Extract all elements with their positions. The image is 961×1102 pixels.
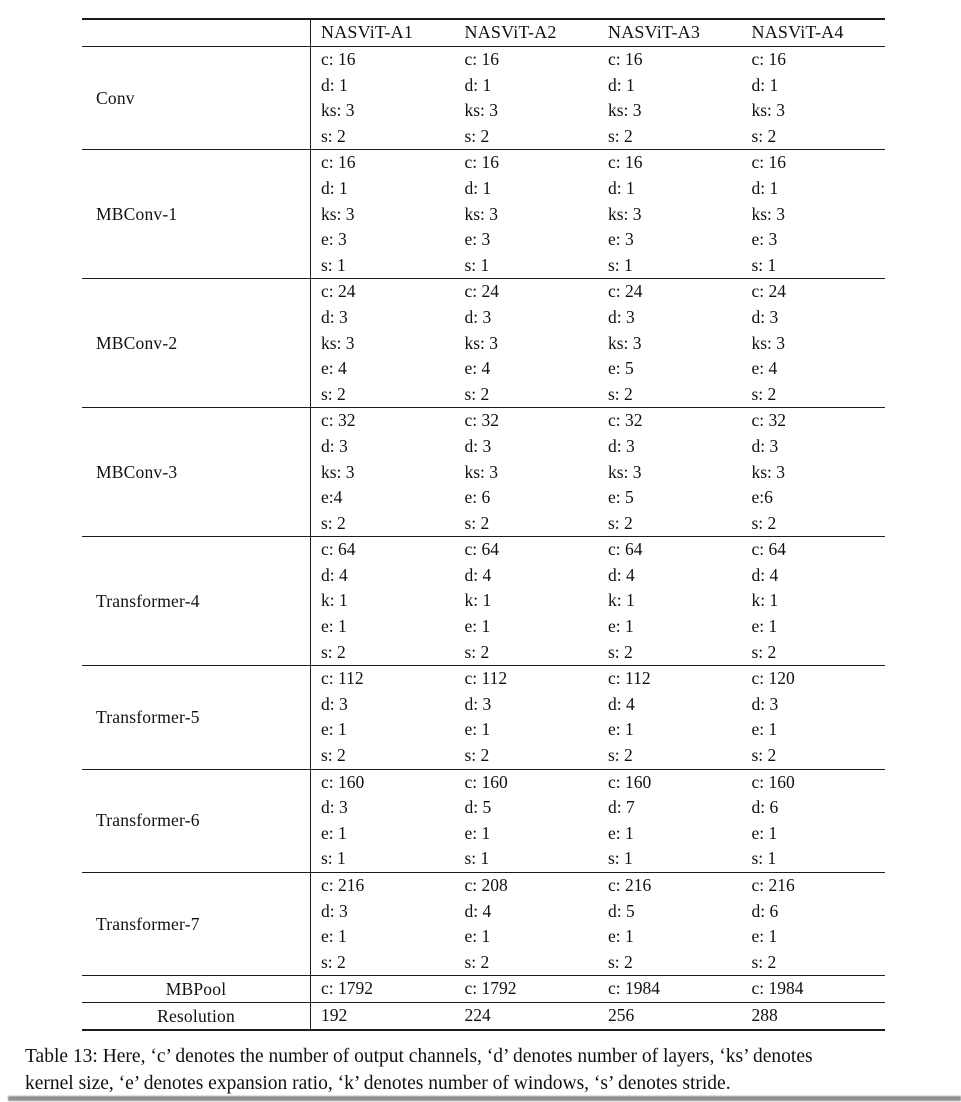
- table-cell: [311, 537, 455, 665]
- cell-line: d: 1: [464, 74, 492, 95]
- table-cell: [742, 150, 886, 278]
- cell-line: d: 3: [464, 306, 492, 327]
- cell-line: c: 160: [464, 771, 508, 792]
- column-header: NASViT-A3: [608, 22, 701, 42]
- cell-line: d: 1: [608, 74, 635, 95]
- column-header: NASViT-A1: [321, 22, 414, 42]
- cell-line: c: 1792: [464, 978, 517, 999]
- cell-line: c: 208: [464, 875, 508, 895]
- row-label: MBConv-1: [82, 150, 311, 278]
- cell-line: d: 4: [464, 900, 492, 921]
- table-cell: [598, 537, 742, 665]
- table-cell: [742, 279, 886, 407]
- cell-line: k: 1: [751, 590, 779, 611]
- cell-line: e:6: [751, 487, 773, 508]
- cell-line: c: 16: [321, 152, 356, 173]
- table-cell: [455, 279, 599, 407]
- cell-line: e: 3: [608, 229, 634, 250]
- cell-line: c: 112: [321, 668, 364, 689]
- cell-line: s: 2: [464, 512, 490, 533]
- cell-line: s: 2: [321, 745, 346, 766]
- cell-line: s: 2: [608, 383, 633, 404]
- cell-line: d: 3: [464, 435, 492, 456]
- cell-line: d: 5: [608, 900, 635, 921]
- cell-line: c: 64: [751, 539, 787, 560]
- cell-line: e: 1: [321, 822, 347, 843]
- table-cell: [455, 150, 599, 278]
- cell-line: k: 1: [464, 590, 492, 611]
- cell-line: s: 2: [321, 951, 346, 972]
- row-label: Transformer-6: [82, 770, 311, 872]
- cell-line: c: 32: [321, 410, 356, 431]
- cell-line: c: 24: [321, 281, 356, 302]
- cell-line: e: 1: [464, 616, 491, 637]
- scan-edge-artifact: [8, 1096, 961, 1101]
- table-cell: [455, 47, 599, 149]
- cell-line: ks: 3: [751, 203, 786, 224]
- table-cell: [598, 150, 742, 278]
- cell-line: c: 16: [608, 152, 643, 173]
- cell-line: e: 3: [751, 229, 778, 250]
- cell-line: s: 1: [751, 254, 777, 275]
- row-cells: [311, 1003, 885, 1029]
- table-cell: [598, 279, 742, 407]
- table-cell: [742, 408, 886, 536]
- row-label: Transformer-5: [82, 666, 311, 768]
- row-label: MBConv-3: [82, 408, 311, 536]
- table-row: [82, 278, 885, 407]
- cell-line: s: 1: [608, 254, 633, 275]
- cell-line: s: 2: [464, 745, 490, 766]
- cell-line: d: 1: [751, 177, 779, 198]
- cell-line: c: 16: [464, 152, 500, 173]
- table-cell: [455, 408, 599, 536]
- cell-line: s: 2: [321, 512, 346, 533]
- table-cell: [598, 408, 742, 536]
- cell-line: c: 1792: [321, 978, 374, 999]
- cell-line: d: 4: [464, 564, 492, 585]
- cell-line: e: 3: [321, 229, 347, 250]
- cell-line: c: 32: [464, 410, 500, 431]
- row-cells: [311, 47, 885, 149]
- row-cells: [311, 537, 885, 665]
- cell-line: ks: 3: [751, 332, 786, 353]
- cell-line: c: 64: [608, 539, 643, 560]
- cell-line: e: 1: [751, 616, 778, 637]
- row-label: MBConv-2: [82, 279, 311, 407]
- cell-line: c: 16: [751, 152, 787, 173]
- cell-line: d: 1: [751, 74, 779, 95]
- table-row: [82, 665, 885, 768]
- cell-line: e: 1: [751, 719, 778, 740]
- cell-line: d: 3: [608, 306, 635, 327]
- cell-line: s: 1: [321, 254, 346, 275]
- table-row: [82, 407, 885, 536]
- cell-line: s: 2: [751, 745, 777, 766]
- cell-line: c: 24: [751, 281, 787, 302]
- cell-line: ks: 3: [608, 332, 642, 353]
- cell-line: e: 5: [608, 358, 634, 379]
- cell-line: s: 2: [464, 641, 490, 662]
- row-cells: [311, 408, 885, 536]
- cell-line: d: 4: [321, 564, 348, 585]
- table-cell: [742, 976, 886, 1002]
- row-cells: [311, 279, 885, 407]
- table-caption: [25, 1044, 950, 1097]
- cell-line: s: 2: [608, 951, 633, 972]
- cell-line: c: 16: [464, 49, 500, 69]
- table-cell: [742, 47, 886, 149]
- cell-line: d: 5: [464, 797, 492, 818]
- cell-line: d: 6: [751, 797, 779, 818]
- cell-line: s: 1: [464, 254, 490, 275]
- cell-line: e: 1: [321, 616, 347, 637]
- table-row: [82, 536, 885, 665]
- cell-line: d: 1: [321, 74, 348, 95]
- cell-line: s: 2: [751, 951, 777, 972]
- table-cell: [742, 666, 886, 768]
- cell-line: s: 2: [321, 125, 346, 146]
- cell-line: s: 2: [321, 641, 346, 662]
- cell-line: c: 160: [751, 771, 795, 792]
- cell-line: c: 120: [751, 668, 795, 689]
- row-label: Conv: [82, 47, 311, 149]
- table-cell: [455, 666, 599, 768]
- table-cell: [742, 873, 886, 975]
- table-cell: [742, 537, 886, 665]
- table-row: [82, 769, 885, 872]
- cell-line: c: 16: [321, 49, 356, 69]
- cell-line: 192: [321, 1005, 348, 1026]
- cell-line: e: 4: [321, 358, 347, 379]
- cell-line: e: 3: [464, 229, 491, 250]
- cell-line: s: 2: [608, 512, 633, 533]
- cell-line: d: 3: [321, 693, 348, 714]
- cell-line: c: 32: [608, 410, 643, 431]
- table-cell: [598, 873, 742, 975]
- cell-line: e: 6: [464, 487, 491, 508]
- cell-line: ks: 3: [464, 332, 499, 353]
- cell-line: s: 2: [751, 512, 777, 533]
- cell-line: ks: 3: [321, 100, 355, 121]
- cell-line: e: 4: [751, 358, 778, 379]
- row-cells: [311, 150, 885, 278]
- table-cell: [598, 1003, 742, 1029]
- cell-line: 256: [608, 1005, 635, 1026]
- cell-line: d: 3: [464, 693, 492, 714]
- cell-line: ks: 3: [608, 461, 642, 482]
- cell-line: c: 16: [608, 49, 643, 69]
- cell-line: c: 1984: [751, 978, 804, 999]
- cell-line: c: 64: [464, 539, 500, 560]
- cell-line: e: 5: [608, 487, 634, 508]
- table-cell: [311, 279, 455, 407]
- cell-line: ks: 3: [321, 332, 355, 353]
- cell-line: ks: 3: [464, 100, 499, 121]
- table-cell: [598, 976, 742, 1002]
- cell-line: d: 3: [751, 435, 779, 456]
- row-cells: [311, 976, 885, 1002]
- cell-line: d: 3: [321, 797, 348, 818]
- cell-line: e: 1: [608, 822, 634, 843]
- cell-line: d: 3: [321, 306, 348, 327]
- caption-line-2: kernel size, ‘e’ denotes expansion ratio, ‘k’ denotes number of windows, ‘s’ denotes stride.: [25, 1072, 731, 1094]
- table-cell: [311, 150, 455, 278]
- cell-line: s: 2: [751, 125, 777, 146]
- cell-line: d: 1: [321, 177, 348, 198]
- table-cell: [742, 770, 886, 872]
- row-cells: [311, 770, 885, 872]
- caption-line-1: Table 13: Here, ‘c’ denotes the number of output channels, ‘d’ denotes number of layers, ‘ks’ denotes: [25, 1046, 813, 1067]
- table-cell: [455, 873, 599, 975]
- architecture-table: [82, 18, 885, 1031]
- cell-line: c: 1984: [608, 978, 661, 999]
- table-cell: [455, 976, 599, 1002]
- cell-line: e: 1: [321, 926, 347, 947]
- cell-line: c: 64: [321, 539, 356, 560]
- cell-line: e: 1: [608, 926, 634, 947]
- cell-line: ks: 3: [321, 461, 355, 482]
- cell-line: c: 24: [464, 281, 500, 302]
- table-row: [82, 149, 885, 278]
- cell-line: e: 1: [464, 926, 491, 947]
- cell-line: e: 1: [751, 926, 778, 947]
- cell-line: c: 112: [608, 668, 651, 689]
- cell-line: s: 1: [751, 848, 777, 869]
- column-header: NASViT-A4: [751, 22, 844, 42]
- row-cells: [311, 873, 885, 975]
- table-row: [82, 46, 885, 149]
- table-cell: [311, 770, 455, 872]
- cell-line: c: 216: [321, 875, 365, 895]
- table-cell: [455, 770, 599, 872]
- cell-line: e: 1: [751, 822, 778, 843]
- table-row: [82, 872, 885, 975]
- header-empty-cell: [82, 20, 311, 46]
- table-row: [82, 1002, 885, 1029]
- cell-line: s: 2: [608, 745, 633, 766]
- table-cell: [598, 666, 742, 768]
- cell-line: d: 4: [751, 564, 779, 585]
- table-row: [82, 975, 885, 1002]
- table-cell: [598, 47, 742, 149]
- table-cell: [311, 1003, 455, 1029]
- cell-line: s: 2: [321, 383, 346, 404]
- table-cell: [455, 1003, 599, 1029]
- cell-line: d: 3: [751, 693, 779, 714]
- cell-line: k: 1: [321, 590, 348, 611]
- cell-line: c: 216: [608, 875, 652, 895]
- table-cell: [455, 537, 599, 665]
- cell-line: ks: 3: [321, 203, 355, 224]
- cell-line: e: 1: [321, 719, 347, 740]
- cell-line: s: 1: [321, 848, 346, 869]
- cell-line: c: 160: [608, 771, 652, 792]
- cell-line: s: 1: [464, 848, 490, 869]
- cell-line: ks: 3: [464, 461, 499, 482]
- cell-line: s: 2: [608, 641, 633, 662]
- cell-line: d: 3: [321, 900, 348, 921]
- cell-line: d: 3: [608, 435, 635, 456]
- cell-line: s: 2: [751, 641, 777, 662]
- table-header-row: [82, 20, 885, 46]
- table-cell: [311, 666, 455, 768]
- cell-line: e:4: [321, 487, 343, 508]
- cell-line: e: 1: [464, 822, 491, 843]
- cell-line: d: 3: [321, 435, 348, 456]
- column-header: NASViT-A2: [464, 22, 557, 42]
- cell-line: d: 6: [751, 900, 779, 921]
- cell-line: c: 112: [464, 668, 508, 689]
- row-label: Resolution: [82, 1003, 311, 1029]
- cell-line: e: 1: [608, 719, 634, 740]
- cell-line: s: 2: [751, 383, 777, 404]
- table-cell: [311, 408, 455, 536]
- cell-line: c: 32: [751, 410, 787, 431]
- cell-line: d: 4: [608, 564, 635, 585]
- row-label: MBPool: [82, 976, 311, 1002]
- cell-line: c: 16: [751, 49, 787, 69]
- cell-line: s: 2: [464, 383, 490, 404]
- cell-line: 224: [464, 1005, 491, 1026]
- table-cell: [742, 1003, 886, 1029]
- cell-line: 288: [751, 1005, 778, 1026]
- table-cell: [311, 47, 455, 149]
- cell-line: s: 2: [464, 125, 490, 146]
- cell-line: c: 216: [751, 875, 795, 895]
- cell-line: k: 1: [608, 590, 635, 611]
- row-cells: [311, 666, 885, 768]
- header-cells: [311, 20, 885, 46]
- row-label: Transformer-7: [82, 873, 311, 975]
- cell-line: ks: 3: [608, 100, 642, 121]
- table-cell: [311, 873, 455, 975]
- cell-line: ks: 3: [608, 203, 642, 224]
- cell-line: e: 1: [464, 719, 491, 740]
- table-cell: [598, 770, 742, 872]
- cell-line: c: 160: [321, 771, 365, 792]
- row-label: Transformer-4: [82, 537, 311, 665]
- cell-line: d: 1: [608, 177, 635, 198]
- cell-line: c: 24: [608, 281, 643, 302]
- cell-line: ks: 3: [751, 461, 786, 482]
- table-cell: [311, 976, 455, 1002]
- cell-line: d: 3: [751, 306, 779, 327]
- cell-line: s: 1: [608, 848, 633, 869]
- cell-line: d: 1: [464, 177, 492, 198]
- cell-line: d: 4: [608, 693, 635, 714]
- cell-line: s: 2: [464, 951, 490, 972]
- cell-line: e: 4: [464, 358, 491, 379]
- cell-line: ks: 3: [751, 100, 786, 121]
- cell-line: d: 7: [608, 797, 635, 818]
- cell-line: ks: 3: [464, 203, 499, 224]
- cell-line: e: 1: [608, 616, 634, 637]
- cell-line: s: 2: [608, 125, 633, 146]
